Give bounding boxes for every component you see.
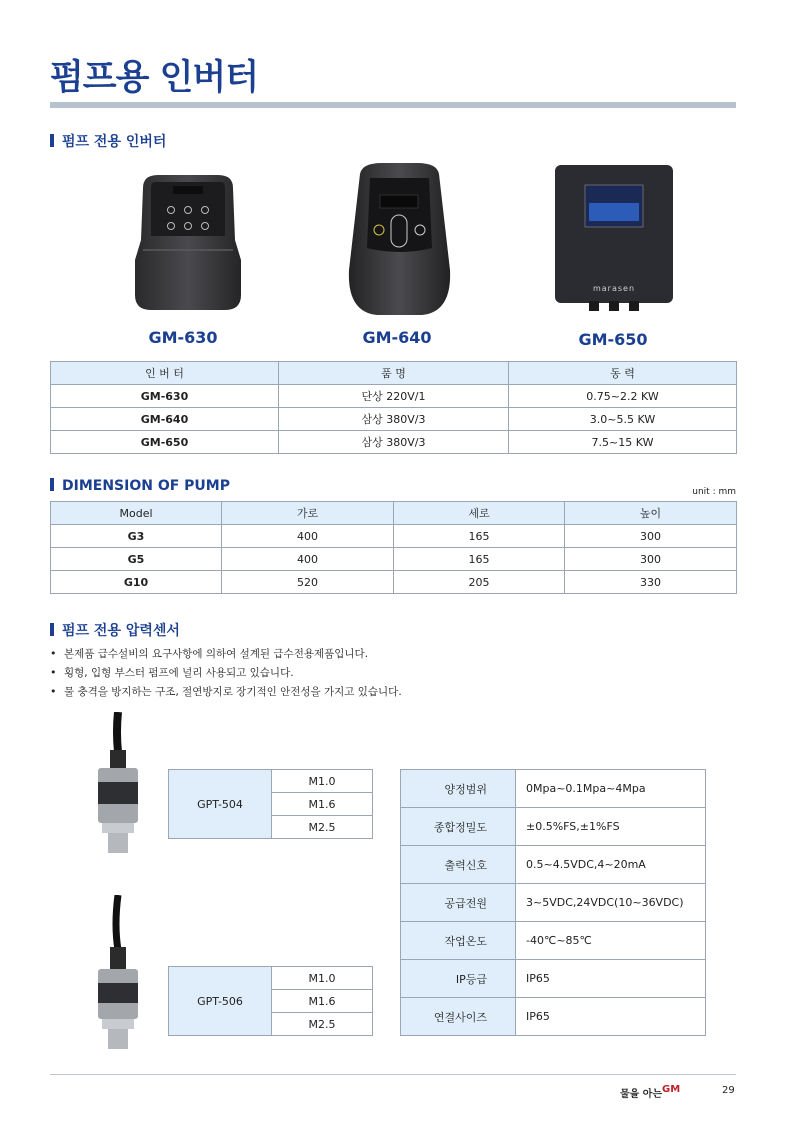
table-header-cell: 높이 bbox=[565, 502, 737, 525]
dimension-table bbox=[50, 501, 737, 594]
sensor-feature-list bbox=[50, 644, 402, 701]
gm-650-brand-text: marasen bbox=[592, 284, 636, 293]
table-row bbox=[51, 408, 737, 431]
sensor-option: M2.5 bbox=[272, 816, 373, 839]
section-heading-inverter: 펌프 전용 인버터 bbox=[50, 131, 166, 151]
gm-640-product-image bbox=[342, 160, 457, 320]
gpt-504-model-table bbox=[168, 769, 373, 839]
spec-value: 0Mpa~0.1Mpa~4Mpa bbox=[516, 770, 706, 808]
spec-key: 연결사이즈 bbox=[401, 998, 516, 1036]
table-cell: 7.5~15 KW bbox=[509, 431, 737, 454]
table-row bbox=[51, 525, 737, 548]
table-cell: GM-640 bbox=[51, 408, 279, 431]
list-item: • 물 충격을 방지하는 구조, 절연방지로 장기적인 안전성을 가지고 있습니다. bbox=[50, 682, 402, 701]
table-cell: G5 bbox=[51, 548, 222, 571]
table-cell: 300 bbox=[565, 525, 737, 548]
gm-650-product-image bbox=[553, 163, 675, 313]
page-title: 펌프용 인버터 bbox=[50, 58, 259, 98]
table-row bbox=[401, 922, 706, 960]
spec-value: ±0.5%FS,±1%FS bbox=[516, 808, 706, 846]
section-heading-dimension: DIMENSION OF PUMP bbox=[50, 478, 230, 494]
table-header-row bbox=[51, 502, 737, 525]
table-row bbox=[401, 846, 706, 884]
inverter-table bbox=[50, 361, 737, 454]
spec-key: IP등급 bbox=[401, 960, 516, 998]
footer-divider bbox=[50, 1074, 736, 1075]
gm-logo: GM bbox=[662, 1084, 681, 1095]
bullet-icon: • bbox=[50, 685, 57, 698]
table-cell: 165 bbox=[394, 548, 565, 571]
unit-label: unit : mm bbox=[692, 487, 736, 497]
gm-630-product-image bbox=[133, 170, 243, 315]
spec-value: 0.5~4.5VDC,4~20mA bbox=[516, 846, 706, 884]
sensor-model-name: GPT-506 bbox=[169, 967, 272, 1036]
table-header-row bbox=[51, 362, 737, 385]
table-row bbox=[51, 431, 737, 454]
table-cell: 300 bbox=[565, 548, 737, 571]
model-label-gm-640: GM-640 bbox=[362, 328, 432, 347]
table-header-cell: 인 버 터 bbox=[51, 362, 279, 385]
list-item: • 본제품 급수설비의 요구사항에 의하여 설계된 급수전용제품입니다. bbox=[50, 644, 402, 663]
table-cell: GM-650 bbox=[51, 431, 279, 454]
spec-value: 3~5VDC,24VDC(10~36VDC) bbox=[516, 884, 706, 922]
table-cell: 400 bbox=[222, 548, 394, 571]
footer-tagline: 물을 아는 bbox=[620, 1089, 663, 1100]
table-header-cell: Model bbox=[51, 502, 222, 525]
spec-value: IP65 bbox=[516, 998, 706, 1036]
table-row bbox=[401, 960, 706, 998]
table-cell: 520 bbox=[222, 571, 394, 594]
sensor-option: M1.6 bbox=[272, 990, 373, 1013]
sensor-option: M1.0 bbox=[272, 770, 373, 793]
spec-value: -40℃~85℃ bbox=[516, 922, 706, 960]
table-cell: 205 bbox=[394, 571, 565, 594]
table-row bbox=[401, 770, 706, 808]
section-heading-sensor: 펌프 전용 압력센서 bbox=[50, 620, 180, 640]
table-row bbox=[51, 385, 737, 408]
table-row bbox=[401, 808, 706, 846]
table-cell: GM-630 bbox=[51, 385, 279, 408]
gpt-506-sensor-image bbox=[88, 895, 148, 1055]
table-row bbox=[51, 571, 737, 594]
table-cell: 165 bbox=[394, 525, 565, 548]
table-header-cell: 세로 bbox=[394, 502, 565, 525]
page-number: 29 bbox=[722, 1085, 735, 1096]
list-item: • 횡형, 입형 부스터 펌프에 널리 사용되고 있습니다. bbox=[50, 663, 402, 682]
table-cell: 3.0~5.5 KW bbox=[509, 408, 737, 431]
spec-key: 종합정밀도 bbox=[401, 808, 516, 846]
spec-value: IP65 bbox=[516, 960, 706, 998]
table-row bbox=[401, 884, 706, 922]
sensor-option: M2.5 bbox=[272, 1013, 373, 1036]
table-cell: G3 bbox=[51, 525, 222, 548]
spec-key: 작업온도 bbox=[401, 922, 516, 960]
table-cell: 단상 220V/1 bbox=[279, 385, 509, 408]
sensor-option: M1.0 bbox=[272, 967, 373, 990]
table-row bbox=[401, 998, 706, 1036]
title-divider bbox=[50, 102, 736, 108]
table-row bbox=[51, 548, 737, 571]
sensor-model-name: GPT-504 bbox=[169, 770, 272, 839]
gpt-504-sensor-image bbox=[88, 712, 148, 857]
gpt-506-model-table bbox=[168, 966, 373, 1036]
bullet-icon: • bbox=[50, 666, 57, 679]
table-cell: 0.75~2.2 KW bbox=[509, 385, 737, 408]
spec-key: 양정범위 bbox=[401, 770, 516, 808]
table-cell: G10 bbox=[51, 571, 222, 594]
spec-key: 공급전원 bbox=[401, 884, 516, 922]
table-header-cell: 동 력 bbox=[509, 362, 737, 385]
table-cell: 삼상 380V/3 bbox=[279, 408, 509, 431]
sensor-option: M1.6 bbox=[272, 793, 373, 816]
table-cell: 330 bbox=[565, 571, 737, 594]
table-header-cell: 가로 bbox=[222, 502, 394, 525]
table-cell: 400 bbox=[222, 525, 394, 548]
model-label-gm-630: GM-630 bbox=[148, 328, 218, 347]
bullet-icon: • bbox=[50, 647, 57, 660]
sensor-spec-table bbox=[400, 769, 706, 1036]
spec-key: 출력신호 bbox=[401, 846, 516, 884]
model-label-gm-650: GM-650 bbox=[578, 330, 648, 349]
table-header-cell: 품 명 bbox=[279, 362, 509, 385]
table-cell: 삼상 380V/3 bbox=[279, 431, 509, 454]
